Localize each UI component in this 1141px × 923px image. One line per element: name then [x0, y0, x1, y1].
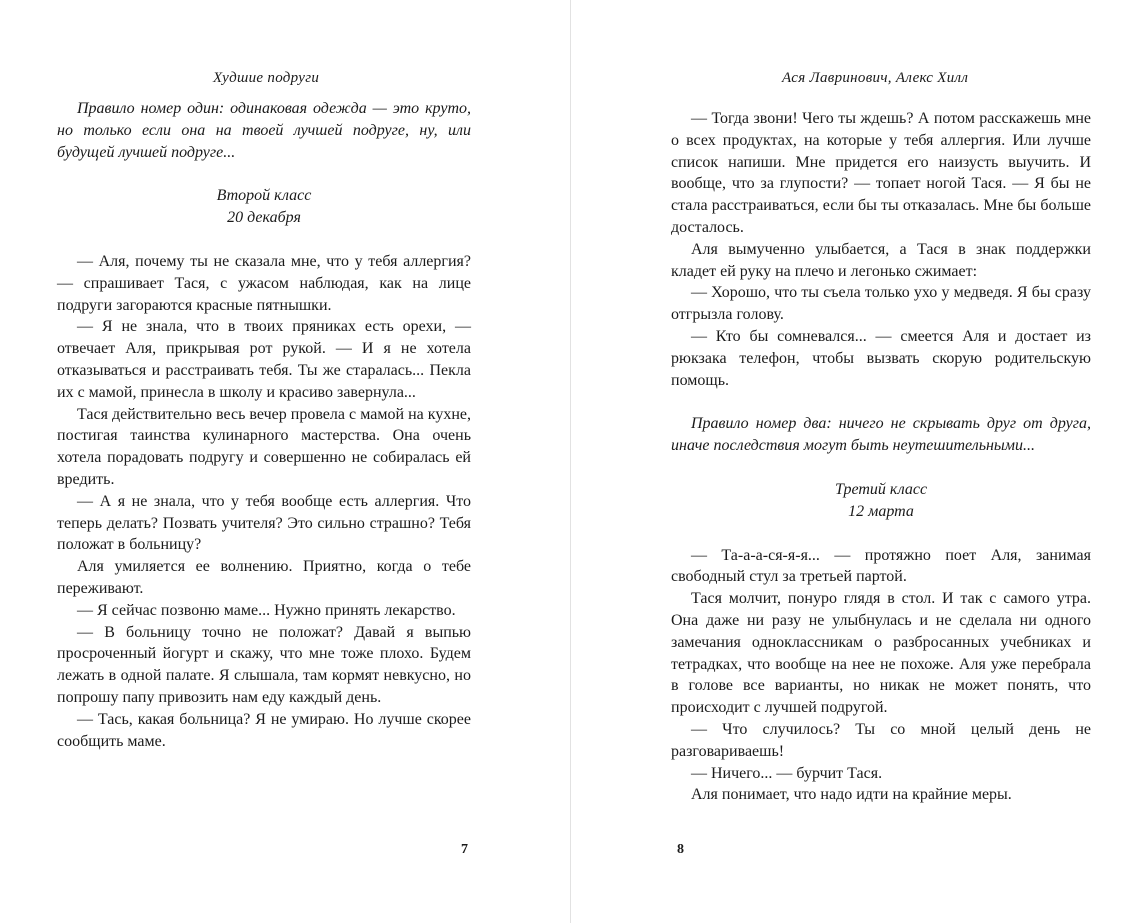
paragraph: — В больницу точно не положат? Давай я выпью просроченный йогурт и скажу, что мне тоже плохо. Будем лежать в одной палате. Я слышала, там кормят невкусно, но попрошу папу привозить нам еду каждый день. — [57, 623, 471, 706]
paragraph: Тася действительно весь вечер провела с мамой на кухне, постигая таинства кулинарного мастерства. Она очень хотела порадовать подругу и совершенно не собиралась ей вредить. — [57, 405, 471, 488]
paragraph: — Хорошо, что ты съела только ухо у медведя. Я бы сразу отгрызла голову. — [671, 284, 1091, 324]
paragraph: Тася молчит, понуро глядя в стол. И так с самого утра. Она даже ни разу не улыбнулась и не сделала ни одного замечания одноклассникам о разбросанных учебниках и тетрадках, что вообще на нее не похоже. Аля уже перебрала в голове все варианты, но никак не может понять, что происходит с лучшей подругой. — [671, 590, 1091, 717]
section-heading-2 — [671, 479, 1091, 523]
paragraph: — Аля, почему ты не сказала мне, что у тебя аллергия? — спрашивает Тася, с ужасом наблюдая, как на лице подруги загораются красные пятнышки. — [57, 252, 471, 314]
section-date: 12 марта — [848, 502, 914, 520]
section-title: Третий класс — [834, 480, 928, 498]
right-page — [571, 0, 1141, 923]
section-date: 20 декабря — [227, 209, 301, 227]
left-page-text — [57, 98, 471, 752]
running-head-title: Худшие подруги — [213, 70, 320, 86]
running-head-author: Ася Лавринович, Алекс Хилл — [782, 70, 969, 86]
rule-two: Правило номер два: ничего не скрывать друг от друга, иначе последствия могут быть неутешительными... — [671, 415, 1091, 455]
page-number: 7 — [461, 842, 468, 857]
section-heading-1 — [57, 185, 471, 229]
paragraph: — Ничего... — бурчит Тася. — [691, 764, 883, 782]
section-title: Второй класс — [216, 187, 312, 205]
paragraph: Аля понимает, что надо идти на крайние меры. — [691, 786, 1012, 804]
left-page — [0, 0, 570, 923]
right-page-text — [671, 108, 1091, 806]
paragraph: — Я не знала, что в твоих пряниках есть орехи, — отвечает Аля, прикрывая рот рукой. — И я не хотела отказываться и расстраивать тебя. Ты же старалась... Пекла их с мамой, принесла в школу и красиво завернула... — [57, 318, 471, 401]
paragraph: — Кто бы сомневался... — смеется Аля и достает из рюкзака телефон, чтобы вызвать скорую родительскую помощь. — [671, 327, 1091, 389]
paragraph: — Я сейчас позвоню маме... Нужно принять лекарство. — [77, 601, 456, 619]
paragraph: Аля умиляется ее волнению. Приятно, когда о тебе переживают. — [57, 558, 471, 597]
paragraph: — Та-а-а-ся-я-я... — протяжно поет Аля, занимая свободный стул за третьей партой. — [671, 546, 1091, 586]
rule-one: Правило номер один: одинаковая одежда — это круто, но только если она на твоей лучшей подруге, ну, или будущей лучшей подруге... — [57, 100, 471, 161]
page-number: 8 — [677, 842, 684, 857]
paragraph: — Тась, какая больница? Я не умираю. Но лучше скорее сообщить маме. — [57, 710, 471, 750]
paragraph: — Что случилось? Ты со мной целый день не разговариваешь! — [671, 720, 1091, 760]
paragraph: — А я не знала, что у тебя вообще есть аллергия. Что теперь делать? Позвать учителя? Это сильно страшно? Тебя положат в больницу? — [57, 492, 471, 554]
paragraph: — Тогда звони! Чего ты ждешь? А потом расскажешь мне о всех продуктах, на которые у тебя аллергия. Или лучше список напиши. Мне придется его наизусть выучить. И вообще, что за глупости? — топает ногой Тася. — Я бы не стала расстраиваться, если бы ты отказалась. Мне бы больше досталось. — [671, 110, 1091, 236]
paragraph: Аля вымученно улыбается, а Тася в знак поддержки кладет ей руку на плечо и легонько сжимает: — [671, 240, 1091, 280]
